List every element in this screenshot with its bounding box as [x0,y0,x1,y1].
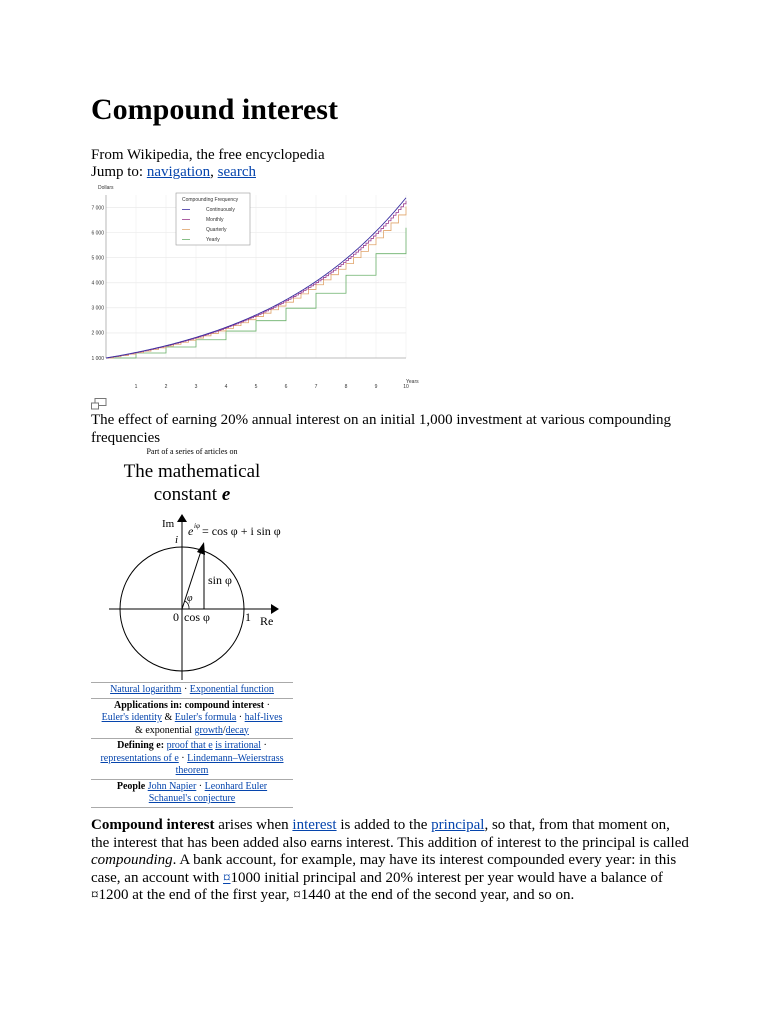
legend-entry: Continuously [206,207,235,213]
separator-dot: · [238,712,243,723]
y-tick-label: 4 000 [91,280,104,287]
john-napier-link[interactable]: John Napier [147,780,197,792]
leonhard-euler-link[interactable]: Leonhard Euler [204,780,268,792]
infobox-title-line2: constant [153,484,218,505]
i-label: i [175,534,179,546]
separator-dot: · [266,699,270,711]
jump-to-label: Jump to: [91,164,144,180]
chart-legend [176,193,250,245]
x-tick-label: 6 [284,384,288,390]
enlarge-icon[interactable] [91,398,107,410]
legend-title: Compounding Frequency [182,197,239,203]
eulers-identity-link[interactable]: Euler's identity [101,712,162,723]
separator-dot: · [263,740,267,751]
phi-label: φ [187,593,193,604]
y-tick-label: 1 000 [91,355,104,362]
sin-label: sin φ [208,573,232,587]
formula-rest: = cos φ + i sin φ [202,524,281,538]
eulers-formula-link[interactable]: Euler's formula [174,712,237,723]
y-tick-label: 6 000 [91,230,104,237]
article-paragraph [91,817,691,905]
separator-comma: , [210,164,214,180]
decay-link[interactable]: decay [225,724,249,736]
separator-dot: · [198,780,203,792]
euler-unit-circle-diagram [91,510,293,680]
formula-exponent: iφ [194,522,200,530]
infobox-title-e: e [221,484,231,505]
body-text-1: arises when [214,817,293,833]
nav-row-functions [91,683,293,699]
x-tick-label: 4 [224,384,228,390]
x-tick-label: 8 [344,384,348,390]
infobox-series-text: Part of a series of articles on [146,447,238,456]
infobox-nav [91,682,293,808]
separator-dot: · [181,752,185,764]
re-label: Re [260,614,274,628]
infobox [91,447,293,808]
infobox-title [91,460,293,506]
x-tick-label: 3 [194,384,198,390]
y-tick-label: 2 000 [91,330,104,337]
y-tick-label: 7 000 [91,205,104,212]
schanuels-conjecture-link[interactable]: Schanuel's conjecture [148,793,236,804]
people-label: People [116,780,146,792]
nav-row-defining [91,739,293,780]
body-text-4: . A bank account, for example, may have its interest compounded every year: in this case, an account with [91,852,677,886]
is-irrational-link[interactable]: is irrational [215,740,262,751]
x-tick-label: 2 [164,384,168,390]
x-tick-label: 5 [254,384,258,390]
legend-entry: Yearly [206,237,220,243]
page-title: Compound interest [91,93,338,126]
legend-entry: Quarterly [206,227,227,233]
half-lives-link[interactable]: half-lives [244,712,283,723]
defining-label: Defining e: [117,740,165,751]
one-label: 1 [245,610,251,624]
im-label: Im [162,518,175,530]
x-tick-label: 9 [374,384,378,390]
interest-link[interactable]: interest [292,817,337,833]
navigation-link[interactable]: navigation [146,164,211,180]
body-text-5: 1000 initial principal and 20% interest per year would have a balance of ¤1200 at the end of the first year, ¤1440 at the end of the second year, and so on. [91,869,663,904]
slash-text: / [222,724,226,736]
zero-label: 0 [173,610,179,624]
proof-that-e-link[interactable]: proof that e [166,740,213,751]
chart-grid [106,195,406,358]
bold-term: Compound interest [91,817,215,833]
infobox-title-line1: The mathematical [123,461,261,482]
exponential-text: & exponential [135,724,192,736]
growth-link[interactable]: growth [194,724,223,736]
separator-dot: · [183,684,188,695]
applications-label: Applications in: compound interest [114,699,265,711]
currency-link[interactable]: ¤ [223,869,231,886]
x-tick-label: 10 [403,384,409,390]
representations-of-e-link[interactable]: representations of e [100,752,179,764]
natural-logarithm-link[interactable]: Natural logarithm [110,684,182,695]
formula-e: e [188,524,194,538]
jump-to [91,164,256,181]
nav-row-applications [91,699,293,740]
compound-interest-chart [88,180,423,392]
x-tick-label: 7 [314,384,318,390]
legend-entry: Monthly [206,217,224,223]
y-tick-label: 3 000 [91,305,104,312]
y-axis-label: Dollars [98,185,114,191]
amp-text: & [164,712,173,723]
lindemann-weierstrass-link[interactable]: Lindemann–Weierstrass theorem [175,752,284,776]
nav-row-people [91,780,293,808]
body-text-2: is added to the [336,817,432,833]
principal-link[interactable]: principal [431,817,485,833]
y-tick-label: 5 000 [91,255,104,262]
x-tick-label: 1 [134,384,138,390]
figure-caption: The effect of earning 20% annual interest on an initial 1,000 investment at various compounding frequencies [91,412,671,446]
body-text-3: , so that, from that moment on, the interest that has been added also earns interest. This addition of interest to the principal is called [91,817,689,851]
exponential-function-link[interactable]: Exponential function [189,684,274,695]
search-link[interactable]: search [217,164,256,180]
compounding-term: compounding [91,852,173,869]
x-axis-label: Years [406,379,419,385]
tagline: From Wikipedia, the free encyclopedia [91,147,325,163]
cos-label: cos φ [184,610,210,624]
